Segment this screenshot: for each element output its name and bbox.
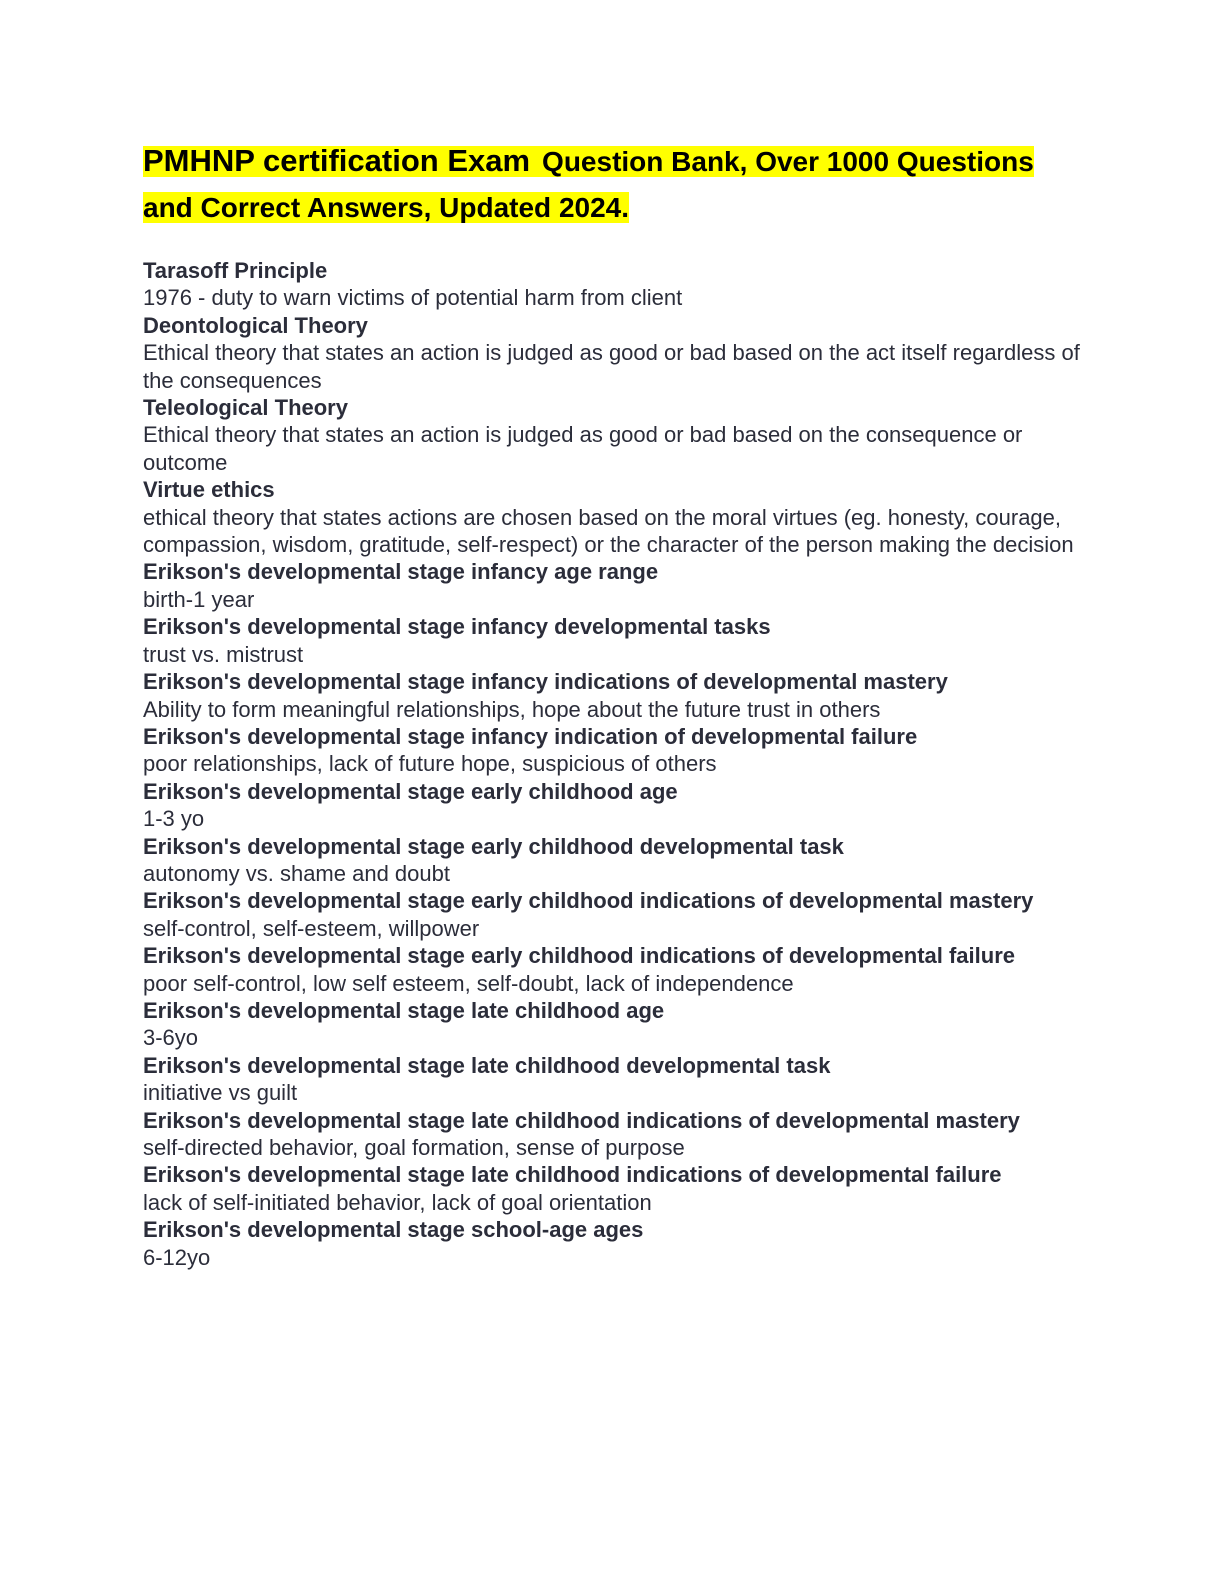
qa-term: Erikson's developmental stage early childhood indications of developmental mastery [143, 888, 1034, 914]
qa-term: Erikson's developmental stage infancy developmental tasks [143, 614, 771, 640]
qa-term: Erikson's developmental stage early childhood developmental task [143, 833, 844, 859]
title-main: PMHNP certification Exam [143, 143, 531, 178]
qa-definition: 1976 - duty to warn victims of potential harm from client [143, 285, 683, 311]
document-title [143, 138, 1083, 231]
qa-term: Tarasoff Principle [143, 258, 328, 283]
title-subtitle: Question Bank, Over 1000 Questions and Correct Answers, Updated 2024. [143, 146, 1034, 223]
qa-definition: 3-6yo [143, 1025, 199, 1051]
qa-definition: poor relationships, lack of future hope, suspicious of others [143, 751, 717, 777]
qa-definition: 1-3 yo [143, 806, 205, 832]
qa-term: Teleological Theory [143, 395, 348, 421]
qa-term: Erikson's developmental stage early childhood indications of developmental failure [143, 943, 1015, 969]
qa-definition: self-directed behavior, goal formation, sense of purpose [143, 1135, 685, 1160]
qa-term: Erikson's developmental stage late childhood age [143, 997, 665, 1023]
document-page [143, 138, 1083, 1271]
qa-term: Deontological Theory [143, 312, 368, 338]
qa-term: Erikson's developmental stage school-age ages [143, 1217, 644, 1243]
qa-term: Erikson's developmental stage infancy indications of developmental mastery [143, 669, 948, 695]
qa-term: Erikson's developmental stage late childhood indications of developmental failure [143, 1162, 1002, 1188]
title-highlight [143, 143, 1034, 223]
qa-term: Erikson's developmental stage infancy indication of developmental failure [143, 723, 918, 749]
qa-term: Erikson's developmental stage infancy age range [143, 559, 659, 585]
qa-definition: trust vs. mistrust [143, 641, 304, 667]
qa-definition: poor self-control, low self esteem, self-doubt, lack of independence [143, 970, 794, 996]
qa-term: Erikson's developmental stage late childhood developmental task [143, 1052, 831, 1078]
qa-definition: Ability to form meaningful relationships, hope about the future trust in others [143, 696, 881, 722]
qa-definition: Ethical theory that states an action is judged as good or bad based on the act itself regardless of the consequences [143, 340, 1080, 393]
qa-list [143, 257, 1083, 1271]
qa-definition: initiative vs guilt [143, 1080, 298, 1106]
qa-definition: 6-12yo [143, 1244, 211, 1270]
qa-term: Virtue ethics [143, 477, 275, 503]
qa-definition: autonomy vs. shame and doubt [143, 860, 450, 886]
qa-definition: self-control, self-esteem, willpower [143, 915, 480, 941]
qa-definition: birth-1 year [143, 586, 255, 612]
qa-definition: Ethical theory that states an action is judged as good or bad based on the consequence or outcome [143, 422, 1023, 475]
qa-term: Erikson's developmental stage early childhood age [143, 778, 678, 804]
qa-definition: ethical theory that states actions are chosen based on the moral virtues (eg. honesty, courage, compassion, wisdom, gratitude, self-respect) or the character of the person making the decision [143, 504, 1074, 558]
qa-definition: lack of self-initiated behavior, lack of goal orientation [143, 1189, 652, 1215]
qa-term: Erikson's developmental stage late childhood indications of developmental mastery [143, 1107, 1020, 1133]
